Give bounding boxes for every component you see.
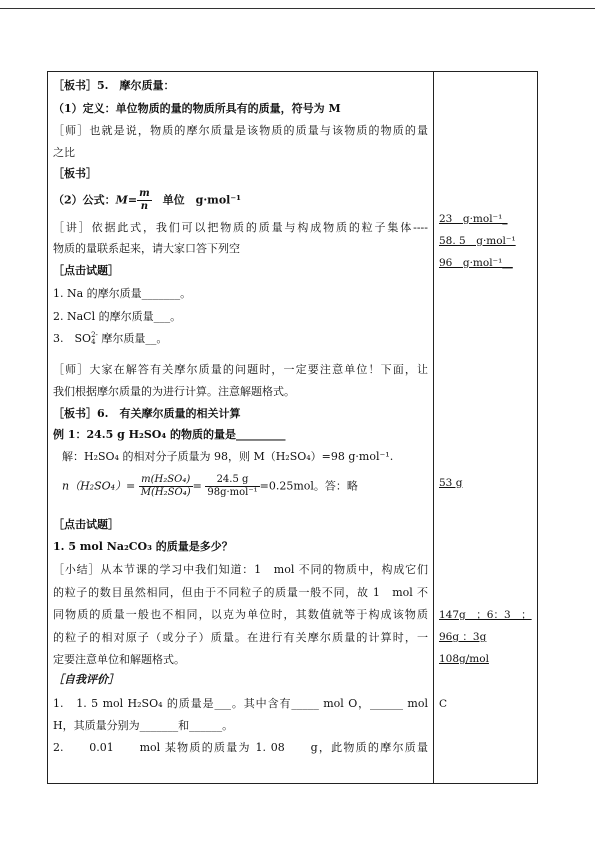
quiz-item-2: 2. NaCl 的摩尔质量___。 — [53, 310, 182, 323]
formula-symbol: M= — [115, 193, 138, 207]
fraction-2-denominator: 98g·mol⁻¹ — [207, 487, 258, 498]
example-1: 例 1：24.5 g H₂SO₄ 的物质的量是_________ — [53, 428, 286, 441]
fraction-2-numerator: 24.5 g — [205, 474, 259, 487]
solution-fraction-1 — [139, 474, 193, 499]
formula-denominator: n — [140, 201, 148, 212]
quiz-item-3-suffix: 摩尔质量__。 — [97, 332, 168, 345]
self-eval-q2: 2. 0.01 mol 某物质的质量为 1. 08 g，此物质的摩尔质量 — [53, 741, 428, 754]
quiz-item-3 — [53, 332, 167, 346]
summary-line-2: 的粒子的数目虽然相同，但由于不同粒子的质量一般不同，故 1 mol 不 — [53, 586, 428, 599]
answer-na: 23 g·mol⁻¹_ — [439, 213, 508, 225]
teacher-text-1b: 之比 — [53, 146, 75, 159]
solution-line-2: n（H₂SO₄）= $\frac{\text{m(H₂SO₄)}}{\text{M(H₂SO₄)}}$ = $\frac{24.5 g}{\text{98g·mol⁻¹}}$ =0.25mol。答：略 — [62, 474, 358, 498]
formula-fraction — [137, 188, 152, 213]
solution-lhs: n（H₂SO₄）= — [62, 479, 136, 493]
answer-q1-mass: 147g ；6：3 ； — [439, 609, 532, 621]
formula-unit: 单位 g·mol⁻¹ — [151, 193, 241, 207]
answer-so4: 96 g·mol⁻¹__ — [439, 257, 513, 269]
solution-fraction-2 — [205, 474, 259, 499]
lecture-text-1b: 物质的量联系起来，请大家口答下列空 — [53, 242, 240, 255]
solution-result: =0.25mol。答：略 — [259, 479, 358, 493]
answer-q1-ratio: 96g ：3g — [439, 631, 487, 643]
summary-line-1: ［小结］从本节课的学习中我们知道：1 mol 不同的物质中，构成它们 — [53, 563, 428, 576]
sulfate-superscript: 2- — [91, 331, 98, 339]
answer-q2: 108g/mol — [439, 653, 489, 665]
self-eval-q1b: H，其质量分别为_______和______。 — [53, 719, 234, 732]
sulfate-subscript: 4 — [91, 338, 96, 346]
column-divider — [433, 71, 434, 784]
fraction-1-denominator: M(H₂SO₄) — [140, 487, 191, 498]
quiz-item-1: 1. Na 的摩尔质量_______。 — [53, 287, 192, 300]
board-heading-5: ［板书］5. 摩尔质量： — [53, 79, 175, 92]
self-eval-heading: ［自我评价］ — [53, 673, 119, 686]
quiz-item-3-prefix: 3. SO — [53, 332, 92, 345]
teacher-text-2b: 我们根据摩尔质量的为进行计算。注意解题格式。 — [53, 385, 295, 398]
board-heading-6: ［板书］6. 有关摩尔质量的相关计算 — [53, 407, 241, 420]
summary-line-4: 的粒子的相对原子（或分子）质量。在进行有关摩尔质量的计算时，一 — [53, 631, 428, 644]
solution-line-1: 解：H₂SO₄ 的相对分子质量为 98，则 M（H₂SO₄）=98 g·mol⁻¹. — [62, 450, 394, 463]
teacher-text-1: ［师］也就是说，物质的摩尔质量是该物质的质量与该物质的物质的量 — [53, 124, 428, 137]
definition-line: （1）定义：单位物质的量的物质所具有的质量，符号为 M — [53, 102, 341, 115]
self-eval-q1: 1. 1. 5 mol H₂SO₄ 的质量是___。其中含有_____ mol O，______ mol — [53, 697, 428, 710]
sulfate-charge — [91, 332, 98, 346]
quiz-question: 1. 5 mol Na₂CO₃ 的质量是多少？ — [53, 540, 233, 553]
board-label: ［板书］ — [53, 167, 97, 180]
quiz-heading-1: ［点击试题］ — [53, 264, 119, 277]
answer-na2co3: 53 g — [439, 477, 463, 489]
answer-nacl: 58. 5 g·mol⁻¹ — [439, 235, 516, 247]
fraction-1-numerator: m(H₂SO₄) — [139, 474, 193, 487]
formula-line — [53, 188, 241, 213]
answer-choice: C — [439, 698, 448, 710]
lecture-text-1: ［讲］依据此式，我们可以把物质的质量与构成物质的粒子集体---- — [53, 221, 428, 234]
formula-numerator: m — [139, 188, 150, 199]
quiz-heading-2: ［点击试题］ — [53, 518, 119, 531]
teacher-text-2: ［师］大家在解答有关摩尔质量的问题时，一定要注意单位！下面，让 — [53, 363, 428, 376]
formula-label: （2）公式： — [53, 193, 116, 207]
summary-line-5: 定要注意单位和解题格式。 — [53, 653, 185, 666]
top-rule — [0, 8, 595, 9]
summary-line-3: 同物质的质量一般也不相同，以克为单位时，其数值就等于构成该物质 — [53, 608, 428, 621]
